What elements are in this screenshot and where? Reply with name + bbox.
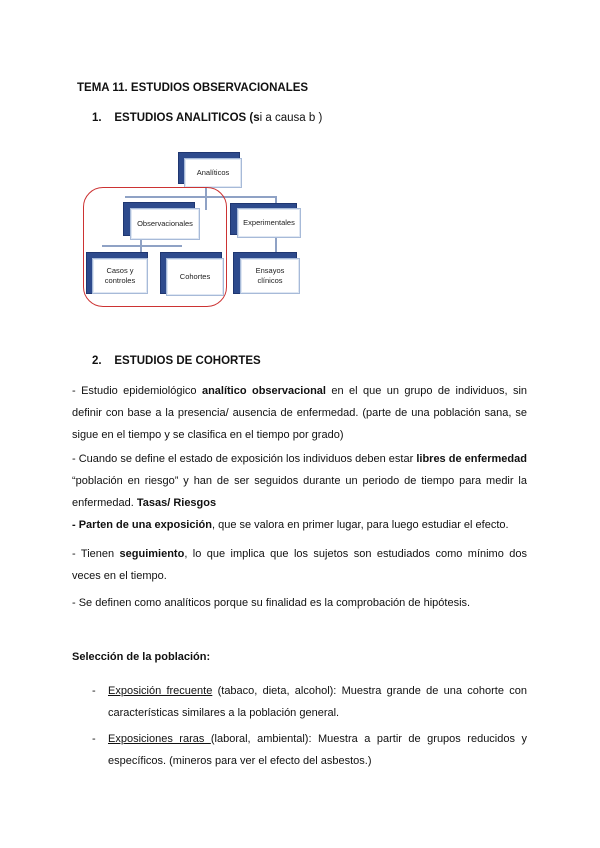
section-2-title: ESTUDIOS DE COHORTES: [114, 355, 261, 367]
bold-text: libres de enfermedad: [416, 453, 527, 465]
node-cohortes: Cohortes: [166, 258, 224, 296]
text: (laboral, ambiental): Muestra a partir de grupos reducidos y específicos. (mineros para ver el efecto del asbestos.): [108, 733, 527, 767]
bullet-dash: -: [92, 685, 96, 697]
paragraph-3: [72, 514, 527, 536]
bold-text: seguimiento: [119, 548, 185, 560]
text: , que se valora en primer lugar, para luego estudiar el efecto.: [211, 519, 509, 531]
text: , lo que implica que los sujetos son estudiados como mínimo dos veces en el tiempo.: [72, 548, 527, 582]
node-casos-controles: Casos y controles: [92, 258, 148, 294]
section-1-subtitle: i a causa b ): [259, 112, 323, 124]
study-type-diagram: [80, 145, 330, 310]
list-item: [108, 680, 527, 724]
underlined-text: Exposiciones raras: [108, 733, 211, 745]
text: “población en riesgo” y han de ser seguidos durante un periodo de tiempo para medir la enfermedad.: [72, 475, 527, 509]
paragraph-2: [72, 448, 527, 514]
bold-text: analítico observacional: [201, 385, 326, 397]
section-1-number: 1.: [92, 112, 102, 124]
selection-heading: Selección de la población:: [72, 651, 211, 663]
paragraph-1: [72, 380, 527, 446]
paragraph-4: [72, 543, 527, 587]
text: - Se definen como analíticos porque su finalidad es la comprobación de hipótesis.: [72, 597, 471, 609]
page-title: TEMA 11. ESTUDIOS OBSERVACIONALES: [77, 82, 309, 94]
bold-text: Tasas/ Riesgos: [136, 497, 217, 509]
observational-highlight: [83, 187, 227, 307]
node-analiticos: Analíticos: [184, 158, 242, 188]
underlined-text: Exposición frecuente: [108, 685, 213, 697]
section-1-heading: [92, 112, 322, 124]
node-ensayos-clinicos: Ensayos clínicos: [240, 258, 300, 294]
selection-item-1: [92, 680, 527, 724]
text: en el que un grupo de individuos, sin definir con base a la presencia/ ausencia de enfermedad. (parte de una población sana, se sigue en el tiempo y se clasifica en el tiempo por grado): [72, 385, 528, 441]
selection-item-2: [92, 728, 527, 772]
text: - Cuando se define el estado de exposición los individuos deben estar: [72, 453, 417, 465]
text: - Tienen: [72, 548, 120, 560]
bold-text: - Parten de una exposición: [72, 519, 212, 531]
paragraph-5: [72, 592, 527, 614]
node-experimentales: Experimentales: [237, 208, 301, 238]
section-2-number: 2.: [92, 355, 102, 367]
bullet-dash: -: [92, 733, 96, 745]
section-2-heading: [92, 355, 261, 367]
section-1-title-s: s: [253, 112, 260, 124]
text: (tabaco, dieta, alcohol): Muestra grande de una cohorte con características similares a la población general.: [108, 685, 527, 719]
node-observacionales: Observacionales: [130, 208, 200, 240]
section-1-title: ESTUDIOS ANALITICOS (: [114, 112, 254, 124]
list-item: [108, 728, 527, 772]
text: - Estudio epidemiológico: [72, 385, 202, 397]
